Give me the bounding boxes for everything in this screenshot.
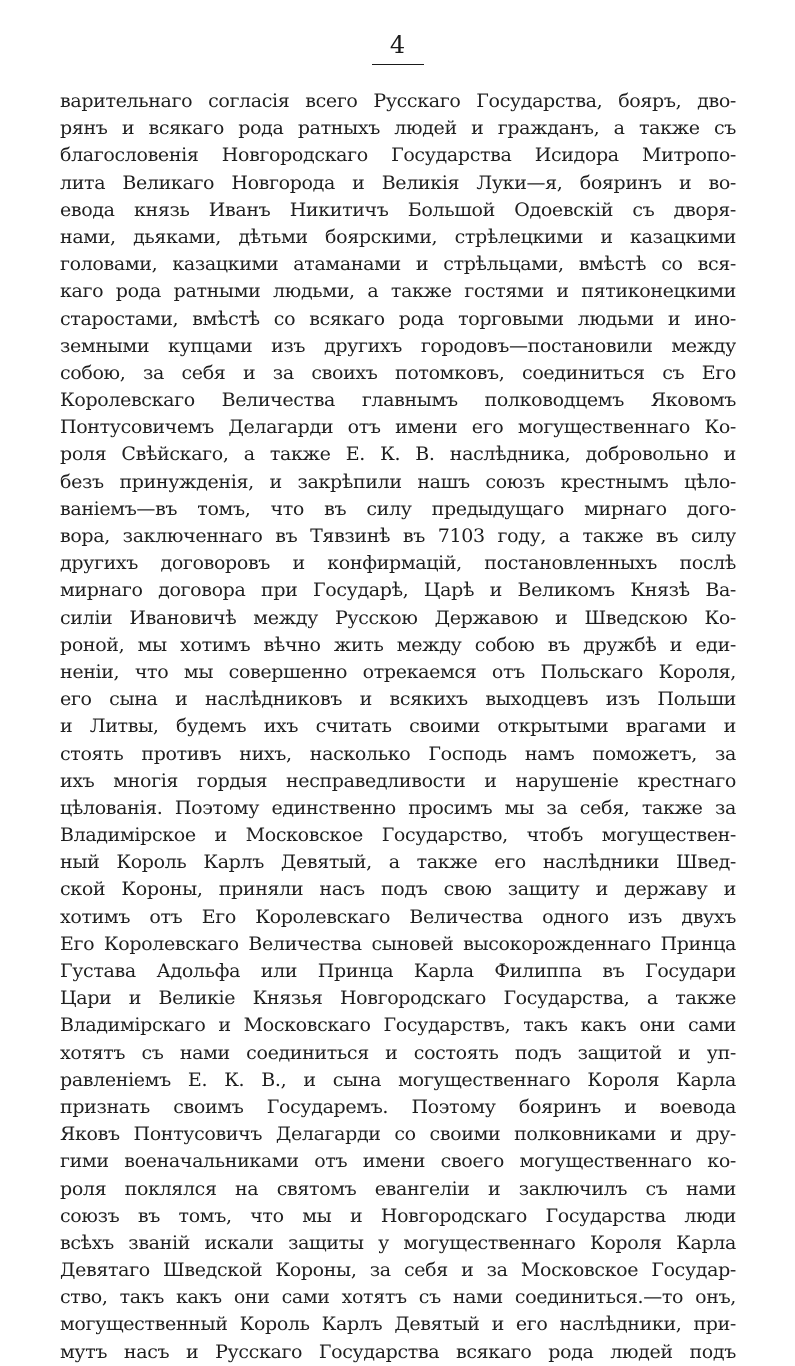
text-line: Цари и Великіе Князья Новгородскаго Государства, а также	[60, 987, 736, 1010]
text-line: признать своимъ Государемъ. Поэтому бояринъ и воевода	[60, 1095, 736, 1118]
text-line: Владимірское и Московское Государство, чтобъ могуществен-	[60, 824, 736, 847]
text-line: ство, такъ какъ они сами хотятъ съ нами соединиться.—то онъ,	[60, 1286, 736, 1309]
text-line: мирнаго договора при Государѣ, Царѣ и Великомъ Князѣ Ва-	[60, 579, 736, 602]
text-line: могущественный Король Карлъ Девятый и его наслѣдники, при-	[60, 1313, 736, 1336]
page-number-rule	[372, 64, 424, 65]
text-line: цѣлованія. Поэтому единственно просимъ мы за себя, также за	[60, 796, 736, 819]
text-line: земными купцами изъ другихъ городовъ—постановили между	[60, 334, 736, 357]
text-line: ваніемъ—въ томъ, что въ силу предыдущаго мирнаго дого-	[60, 497, 736, 520]
text-line: собою, за себя и за своихъ потомковъ, соединиться съ Его	[60, 361, 736, 384]
text-line: гими военачальниками отъ имени своего могущественнаго ко-	[60, 1150, 736, 1173]
text-line: силіи Ивановичѣ между Русскою Державою и Шведскою Ко-	[60, 606, 736, 629]
text-line: евода князь Иванъ Никитичъ Большой Одоевскій съ дворя-	[60, 198, 736, 221]
text-line: благословенія Новгородскаго Государства Исидора Митропо-	[60, 144, 736, 167]
text-line: Королевскаго Величества главнымъ полководцемъ Яковомъ	[60, 389, 736, 412]
text-line: Густава Адольфа или Принца Карла Филиппа въ Государи	[60, 960, 736, 982]
text-line: роля поклялся на святомъ евангеліи и заключилъ съ нами	[60, 1177, 736, 1200]
text-line: Его Королевскаго Величества сыновей высокорожденнаго Принца	[60, 932, 736, 955]
text-line: равленіемъ Е. К. В., и сына могущественнаго Короля Карла	[60, 1068, 736, 1091]
text-line: рянъ и всякаго рода ратныхъ людей и гражданъ, а также съ	[60, 117, 736, 140]
text-line: Владимірскаго и Московскаго Государствъ, такъ какъ они сами	[60, 1014, 736, 1037]
text-line: хотятъ съ нами соединиться и состоять подъ защитой и уп-	[60, 1041, 736, 1064]
text-line: роля Свѣйскаго, а также Е. К. В. наслѣдника, добровольно и	[60, 443, 736, 466]
text-line: Яковъ Понтусовичъ Делагарди со своими полковниками и дру-	[60, 1123, 736, 1146]
text-line: всѣхъ званій искали защиты у могущественнаго Короля Карла	[60, 1231, 736, 1254]
text-line: другихъ договоровъ и конфирмацій, постановленныхъ послѣ	[60, 552, 736, 575]
text-line: вора, заключеннаго въ Тявзинѣ въ 7103 году, а также въ силу	[60, 525, 736, 547]
text-line: мутъ насъ и Русскаго Государства всякаго рода людей подъ	[60, 1340, 736, 1363]
text-line: неніи, что мы совершенно отрекаемся отъ Польскаго Короля,	[60, 660, 736, 683]
text-line: и Литвы, будемъ ихъ считать своими открытыми врагами и	[60, 715, 736, 738]
text-line: союзъ въ томъ, что мы и Новгородскаго Государства люди	[60, 1204, 736, 1227]
text-line: каго рода ратными людьми, а также гостями и пятиконецкими	[60, 280, 736, 303]
text-line: ской Короны, приняли насъ подъ свою защиту и державу и	[60, 878, 736, 901]
text-line: стоять противъ нихъ, насколько Господь намъ поможетъ, за	[60, 742, 736, 765]
page-number: 4	[389, 31, 406, 59]
text-line: хотимъ отъ Его Королевскаго Величества одного изъ двухъ	[60, 905, 736, 928]
text-line: старостами, вмѣстѣ со всякаго рода торговыми людьми и ино-	[60, 307, 736, 330]
text-line: лита Великаго Новгорода и Великія Луки—я, бояринъ и во-	[60, 171, 736, 194]
body-text	[60, 88, 736, 1366]
text-line: варительнаго согласія всего Русскаго Государства, бояръ, дво-	[60, 90, 736, 112]
text-line: ихъ многія гордыя несправедливости и нарушеніе крестнаго	[60, 769, 736, 792]
text-line: роной, мы хотимъ вѣчно жить между собою въ дружбѣ и еди-	[60, 633, 736, 656]
text-line: Понтусовичемъ Делагарди отъ имени его могущественнаго Ко-	[60, 416, 736, 439]
text-line: Девятаго Шведской Короны, за себя и за Московское Государ-	[60, 1259, 736, 1282]
text-line: ный Король Карлъ Девятый, а также его наслѣдники Швед-	[60, 851, 736, 874]
text-line: безъ принужденія, и закрѣпили нашъ союзъ крестнымъ цѣло-	[60, 470, 736, 493]
text-line: нами, дьяками, дѣтьми боярскими, стрѣлецкими и казацкими	[60, 225, 736, 248]
text-line: головами, казацкими атаманами и стрѣльцами, вмѣстѣ со вся-	[60, 253, 736, 276]
text-line: его сына и наслѣдниковъ и всякихъ выходцевъ изъ Польши	[60, 688, 736, 711]
